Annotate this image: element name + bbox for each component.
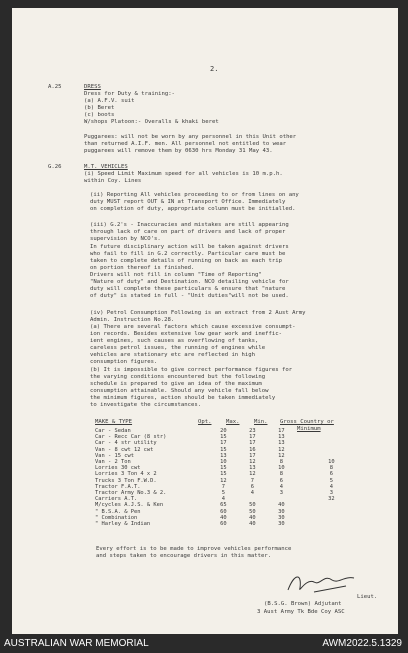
petrol-line: the varying conditions encountered but the following [90,374,266,380]
dress-line: W/shops Platoon:- Overalls & khaki beret [84,119,219,125]
g2-line: "Nature of duty" and Destination. NCO detailing vehicle for [90,279,289,285]
table-header-minimum: Minimum [297,426,321,432]
consumption-table [95,428,368,527]
speed-limit-line: (i) Speed Limit Maximum speed for all vehicles is 10 m.p.h. [84,171,283,177]
g2-line: Drivers will not fill in column "Time of Reporting" [90,272,262,278]
table-row: " Harley & Indian 60 40 30 [95,521,285,528]
petrol-line: the minimum figures, action should be taken immediately [90,395,276,401]
g2-line: on portion thereof is finished. [90,265,195,271]
puggarees-line: Puggarees: will not be worn by any personnel in this Unit other [84,134,297,140]
table-header-opt: Opt. [198,419,212,425]
table-row: Car - 4 str utility 17 17 13 [95,440,285,447]
table-header-min: Min. [254,419,268,425]
table-row: Tractor Army No.3 & 2. 5 4 3 3 [95,490,334,497]
g2-line: taken to complete details of running on back as each trip [90,258,282,264]
signature-name: (B.S.G. Brown) Adjutant [264,601,342,607]
footer-source: AUSTRALIAN WAR MEMORIAL [4,638,149,649]
reporting-line: on completion of duty, appropriate column must be initialled. [90,206,296,212]
table-row: Van - 15 cwt 13 17 12 [95,452,285,459]
document-page [12,8,398,634]
petrol-line: ion records. Besides extensive low gear work and ineffic- [90,331,282,337]
section-number-a25: A.25 [48,84,62,90]
g2-line: In future disciplinary action will be taken against drivers [90,244,289,250]
petrol-line: consumption attainable. Should any vehicle fall below [90,388,269,394]
footer-accession: AWM2022.5.1329 [322,638,402,649]
dress-line: (c) boots [84,112,115,118]
table-row: Van - 8 cwt 12 cwt 15 16 12 [95,446,285,453]
reporting-line: duty MUST report OUT & IN at Transport Office. Immediately [90,199,286,205]
dress-line: Dress for Duty & training:- [84,91,175,97]
signature-unit: 3 Aust Army Tk Bde Coy ASC [257,609,345,615]
table-row: Car - Recc Car (8 str) 15 17 13 [95,434,285,441]
petrol-line: (b) It is impossible to give correct performance figures for [90,367,293,373]
table-row: Carriers A.T. 4 32 [95,496,335,503]
footer-bar [0,636,408,653]
table-row: M/cycles A.J.S. & Ken 65 50 40 [95,502,285,509]
closing-line: and steps taken to encourage drivers in this matter. [96,553,272,559]
table-row: Car - Sedan 20 23 17 [95,428,285,434]
signature-rank: Lieut. [357,594,378,600]
handwritten-signature [284,568,364,598]
g2-line: (iii) G.2's - Inaccuracies and mistakes are still appearing [90,222,289,228]
table-row: Van - 2 Ton 10 12 8 10 [95,459,335,466]
reporting-line: (ii) Reporting All vehicles proceeding to or from lines on any [90,192,299,198]
table-header-gross: Gross Country or [280,419,334,425]
puggarees-line: puggarees will remove them by 0630 hrs Monday 31 May 43. [84,148,273,154]
petrol-line: to investigate the circumstances. [90,402,202,408]
speed-limit-line: within Coy. Lines [84,178,142,184]
puggarees-line: than returned A.I.F. men. All personnel not entitled to wear [84,141,287,147]
dress-line: (a) A.F.V. suit [84,98,135,104]
table-row: " Combination 40 40 30 [95,514,285,521]
petrol-line: Admin. Instruction No.28. [90,317,175,323]
section-number-g26: G.26 [48,164,62,170]
table-row: Lorries 30 cwt 15 13 10 8 [95,465,334,472]
petrol-line: consumption figures. [90,359,158,365]
closing-line: Every effort is to be made to improve vehicles performance [96,546,292,552]
g2-line: duty will complete these particulars & ensure that "nature [90,286,286,292]
section-title-dress: DRESS [84,84,101,90]
section-title-mt-vehicles: M.T. VEHICLES [84,164,128,170]
page-number: 2. [210,65,219,73]
g2-line: of duty" is stated in full - "Unit duties"will not be used. [90,293,289,299]
dress-line: (b) Beret [84,105,115,111]
petrol-line: (a) There are several factors which cause excessive consumpt- [90,324,296,330]
petrol-line: ient engines, such causes as overflowing of tanks, [90,338,259,344]
table-row: Tractor F.A.T. 7 6 4 4 [95,483,334,490]
table-row: Lorries 3 Ton 4 x 2 15 12 8 6 [95,471,334,478]
petrol-line: careless petrol issues, the running of engines while [90,345,266,351]
petrol-line: vehicles are stationary etc are reflected in high [90,352,256,358]
table-row: Trucks 3 Ton F.W.D. 12 7 6 5 [95,477,334,484]
g2-line: who fail to fill in G.2 correctly. Particular care must be [90,251,286,257]
g2-line: supervision by NCO's. [90,236,161,242]
table-header-max: Max. [226,419,240,425]
table-row: " B.S.A. & Pen 60 50 30 [95,508,285,515]
table-header-make: MAKE & TYPE [95,419,133,425]
petrol-line: (iv) Petrol Consumption Following is an extract from 2 Aust Army [90,310,306,316]
petrol-line: schedule is prepared to give an idea of the maximum [90,381,262,387]
g2-line: through lack of care on part of drivers and lack of proper [90,229,286,235]
